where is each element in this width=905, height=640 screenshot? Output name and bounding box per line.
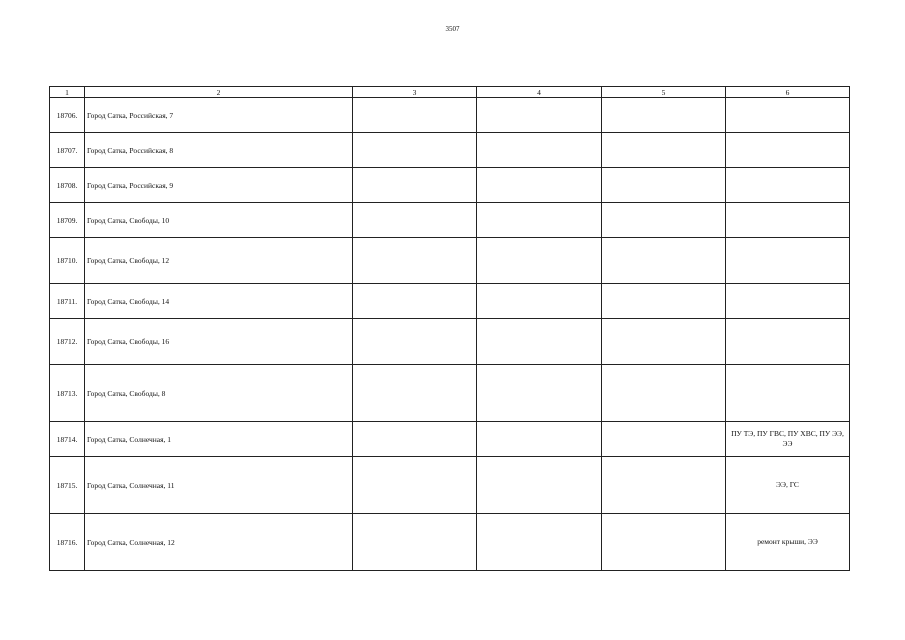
row-number: 18714. — [50, 422, 85, 457]
row-cell-4 — [477, 168, 602, 203]
row-address: Город Сатка, Свободы, 12 — [85, 238, 353, 284]
row-cell-3 — [353, 284, 477, 319]
row-address: Город Сатка, Солнечная, 11 — [85, 457, 353, 514]
header-row — [50, 87, 850, 98]
row-cell-4 — [477, 365, 602, 422]
row-cell-4 — [477, 514, 602, 571]
row-works — [726, 168, 850, 203]
row-address: Город Сатка, Российская, 8 — [85, 133, 353, 168]
table-row — [50, 422, 850, 457]
row-cell-3 — [353, 168, 477, 203]
row-cell-3 — [353, 319, 477, 365]
row-works: ПУ ТЭ, ПУ ГВС, ПУ ХВС, ПУ ЭЭ, ЭЭ — [726, 422, 850, 457]
row-address: Город Сатка, Свободы, 10 — [85, 203, 353, 238]
table-row — [50, 284, 850, 319]
row-cell-5 — [602, 98, 726, 133]
row-cell-5 — [602, 319, 726, 365]
row-address: Город Сатка, Свободы, 8 — [85, 365, 353, 422]
row-cell-5 — [602, 457, 726, 514]
housing-register-table — [49, 86, 850, 571]
row-number: 18712. — [50, 319, 85, 365]
page-number: 3507 — [445, 25, 460, 33]
row-cell-3 — [353, 133, 477, 168]
row-cell-4 — [477, 98, 602, 133]
table-row — [50, 365, 850, 422]
row-address: Город Сатка, Российская, 7 — [85, 98, 353, 133]
row-cell-5 — [602, 422, 726, 457]
row-cell-5 — [602, 365, 726, 422]
row-address: Город Сатка, Солнечная, 1 — [85, 422, 353, 457]
row-cell-3 — [353, 514, 477, 571]
row-cell-4 — [477, 203, 602, 238]
row-number: 18707. — [50, 133, 85, 168]
column-header-2: 2 — [85, 87, 353, 98]
row-number: 18715. — [50, 457, 85, 514]
row-cell-5 — [602, 133, 726, 168]
row-cell-4 — [477, 238, 602, 284]
row-cell-3 — [353, 98, 477, 133]
table-row — [50, 98, 850, 133]
row-cell-4 — [477, 284, 602, 319]
row-address: Город Сатка, Свободы, 14 — [85, 284, 353, 319]
row-cell-3 — [353, 422, 477, 457]
row-number: 18716. — [50, 514, 85, 571]
column-header-3: 3 — [353, 87, 477, 98]
row-works — [726, 284, 850, 319]
row-works — [726, 238, 850, 284]
row-cell-5 — [602, 203, 726, 238]
row-number: 18710. — [50, 238, 85, 284]
row-number: 18709. — [50, 203, 85, 238]
row-number: 18708. — [50, 168, 85, 203]
row-cell-5 — [602, 284, 726, 319]
row-cell-5 — [602, 238, 726, 284]
row-cell-4 — [477, 457, 602, 514]
table-row — [50, 457, 850, 514]
row-number: 18713. — [50, 365, 85, 422]
row-works: ремонт крыши, ЭЭ — [726, 514, 850, 571]
row-cell-5 — [602, 168, 726, 203]
row-number: 18711. — [50, 284, 85, 319]
row-cell-3 — [353, 365, 477, 422]
row-cell-3 — [353, 457, 477, 514]
row-works — [726, 98, 850, 133]
row-cell-4 — [477, 422, 602, 457]
column-header-1: 1 — [50, 87, 85, 98]
table-row — [50, 168, 850, 203]
table-row — [50, 238, 850, 284]
table-body — [50, 98, 850, 571]
table-row — [50, 514, 850, 571]
row-works — [726, 133, 850, 168]
row-works — [726, 319, 850, 365]
table-row — [50, 203, 850, 238]
row-address: Город Сатка, Свободы, 16 — [85, 319, 353, 365]
table-row — [50, 133, 850, 168]
row-address: Город Сатка, Солнечная, 12 — [85, 514, 353, 571]
row-cell-4 — [477, 319, 602, 365]
table-header — [50, 87, 850, 98]
row-works: ЭЭ, ГС — [726, 457, 850, 514]
table-row — [50, 319, 850, 365]
row-cell-3 — [353, 238, 477, 284]
row-address: Город Сатка, Российская, 9 — [85, 168, 353, 203]
row-cell-4 — [477, 133, 602, 168]
row-cell-5 — [602, 514, 726, 571]
row-works — [726, 365, 850, 422]
row-cell-3 — [353, 203, 477, 238]
column-header-4: 4 — [477, 87, 602, 98]
column-header-6: 6 — [726, 87, 850, 98]
column-header-5: 5 — [602, 87, 726, 98]
row-works — [726, 203, 850, 238]
row-number: 18706. — [50, 98, 85, 133]
